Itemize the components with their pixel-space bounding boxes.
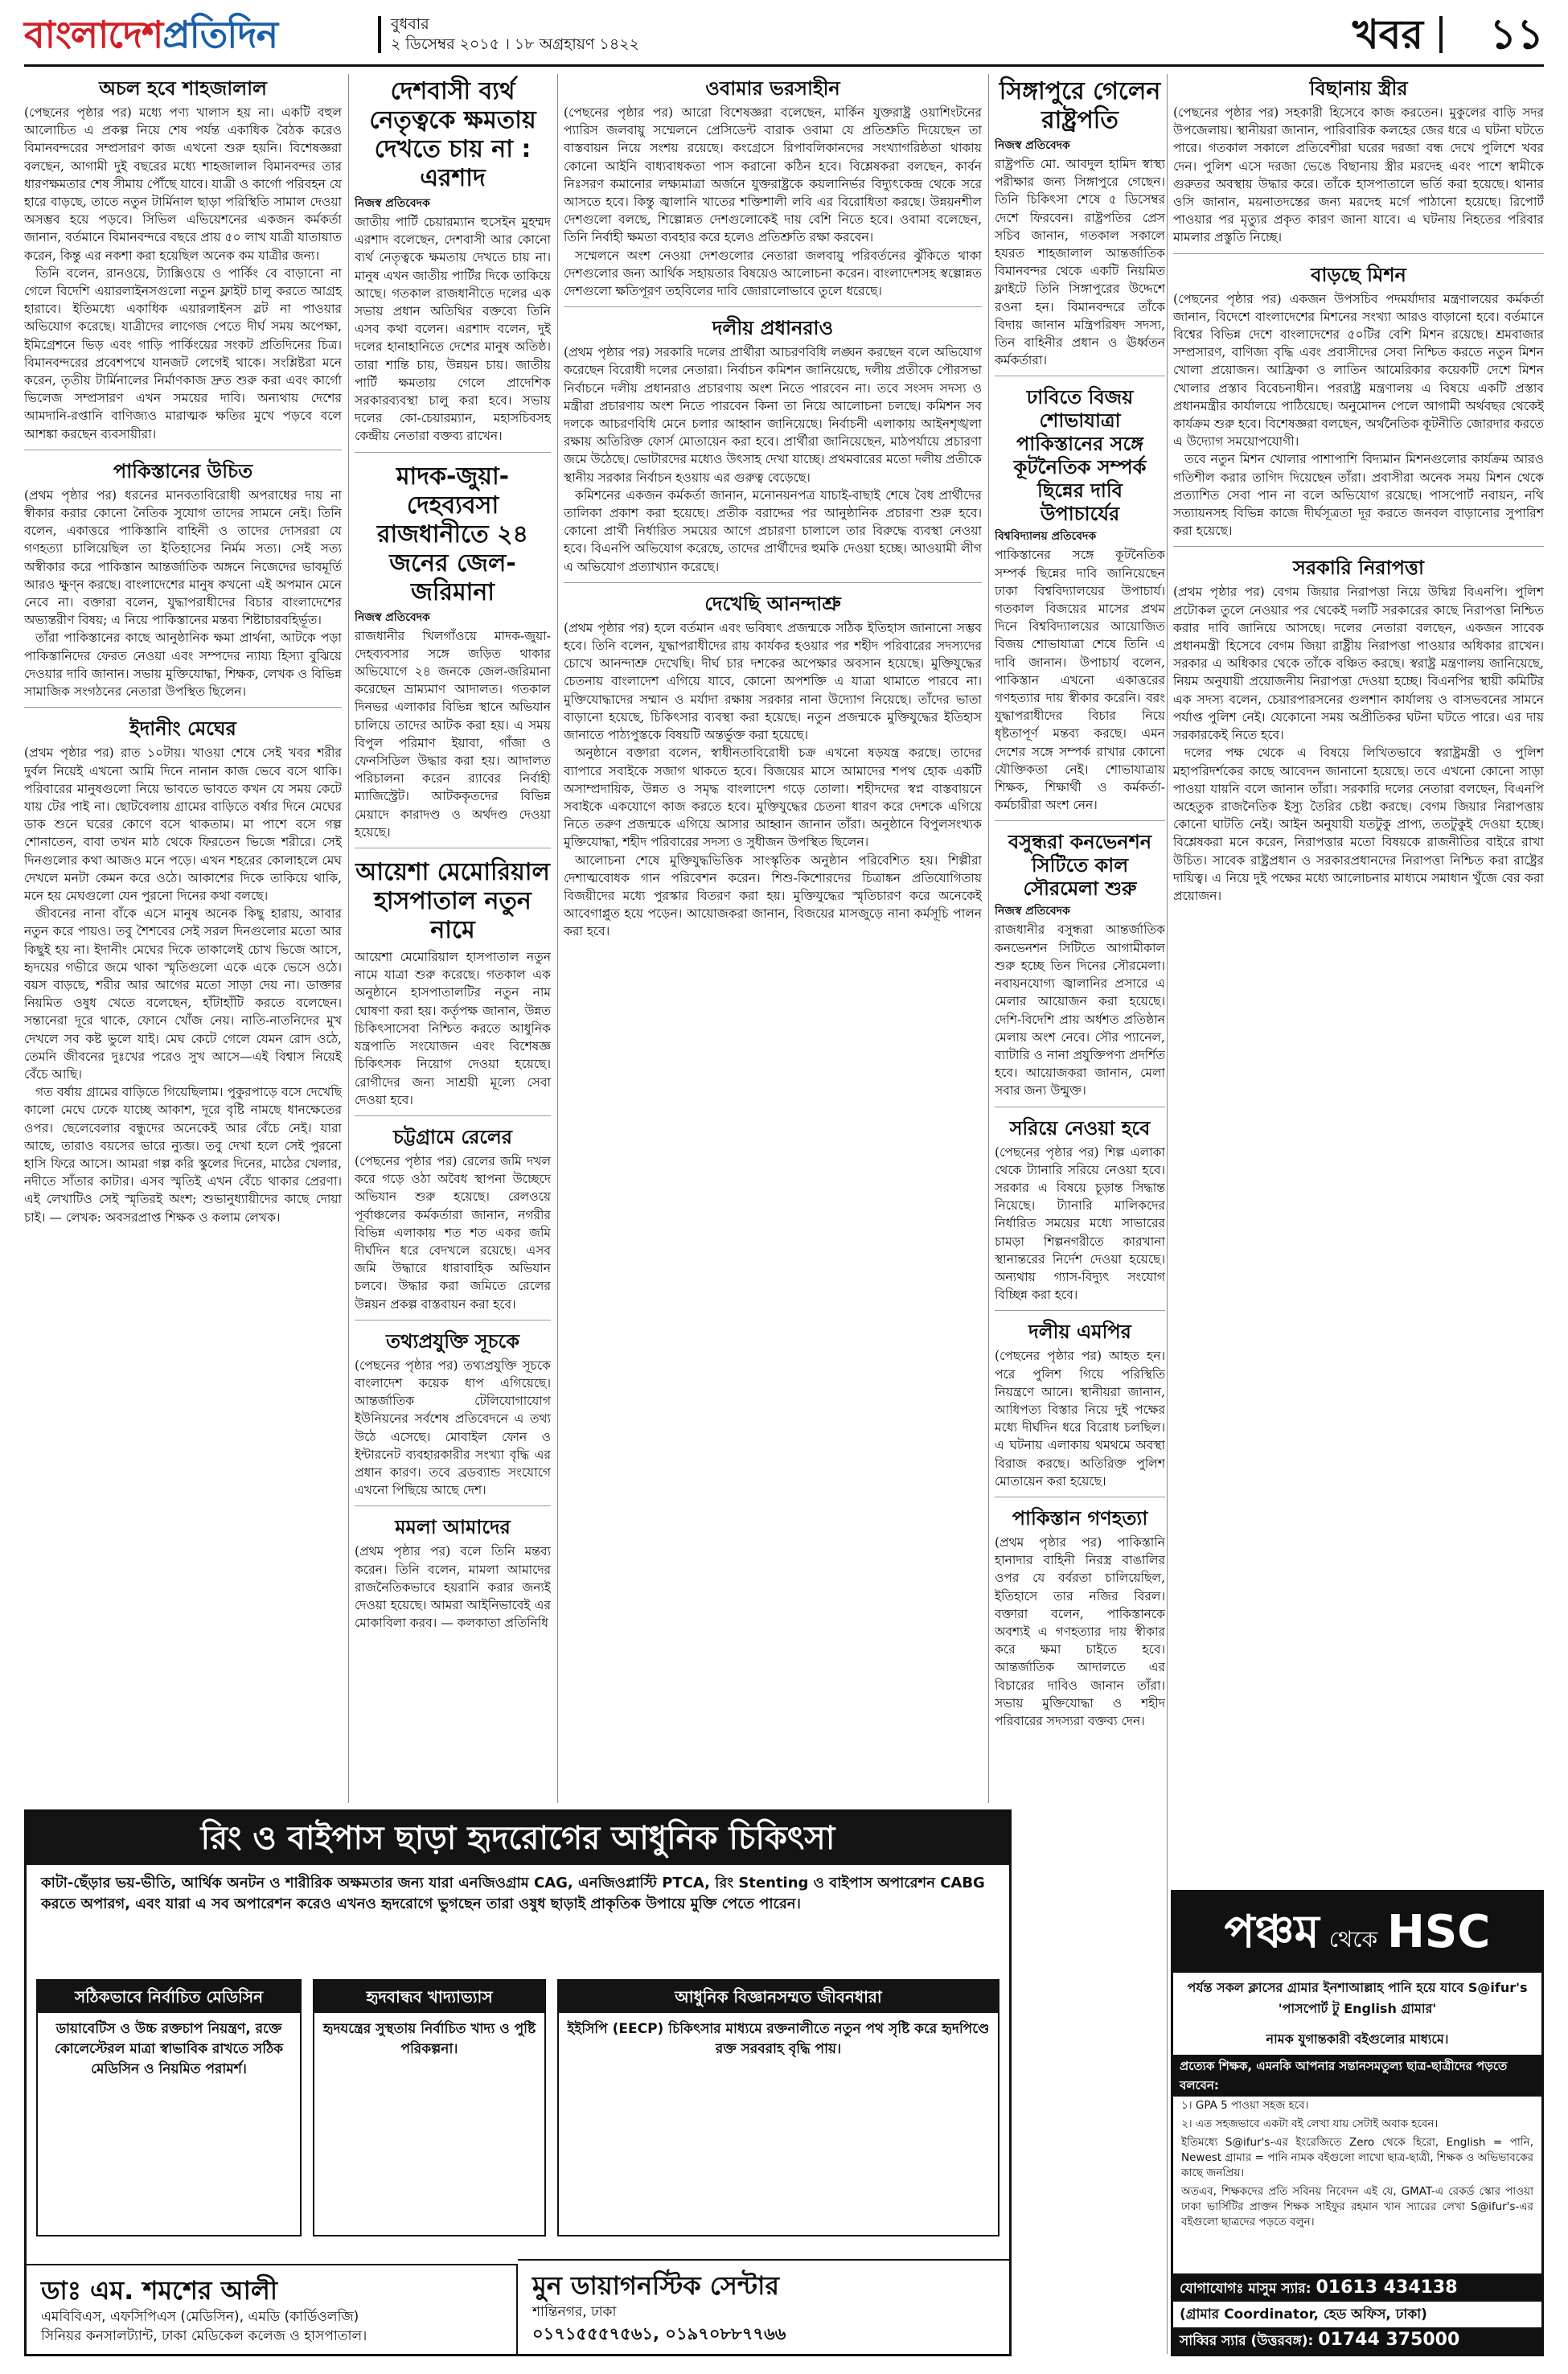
article-clouds[interactable] [24, 717, 342, 1226]
logo-text-1: বাংলাদেশ [24, 13, 163, 56]
article-text: সম্মেলনে অংশ নেওয়া দেশগুলোর নেতারা জলবায়ু পরিবর্তনের ঝুঁকিতে থাকা দেশগুলোর জন্য আর্থিক সহায়তার বিষয়েও আলোচনা করেন। বাংলাদেশসহ স্বল্পোন্নত দেশগুলো ক্ষতিপূরণ তহবিলের দাবি জোরালোভাবে তুলে ধরেছে। [564, 248, 982, 299]
ad-box-diet [313, 1979, 546, 2236]
article-relocation[interactable] [995, 1117, 1165, 1312]
ad-subtitle: নামক যুগান্তকারী বইগুলোর মাধ্যমে। [1266, 2031, 1449, 2047]
ad-banner [1173, 1892, 1541, 1973]
article-text: (প্রথম পৃষ্ঠার পর) বলে তিনি মন্তব্য করেন। তিনি বলেন, মামলা আমাদের রাজনৈতিকভাবে হয়রানি করার জন্যই দেওয়া হয়েছে। আমরা আইনিভাবেই এর মোকাবিলা করব। — কলকাতা প্রতিনিধি [355, 1544, 551, 1631]
ad-title: রিং ও বাইপাস ছাড়া হৃদরোগের আধুনিক চিকিৎসা [27, 1812, 1009, 1865]
article-missions[interactable] [1173, 264, 1544, 548]
headline: সিঙ্গাপুরে গেলেন রাষ্ট্রপতি [999, 77, 1161, 134]
article-text: (প্রথম পৃষ্ঠার পর) সরকারি দলের প্রার্থীরা আচরণবিধি লঙ্ঘন করছেন বলে অভিযোগ করেছেন বিরোধী দলের নেতারা। নির্বাচন কমিশন জানিয়েছে, দলীয় প্রতীকে পৌরসভা নির্বাচনে দলীয় প্রধানরাও প্রচারণায় অংশ নিতে পারবেন না। তবে সংসদ সদস্য ও মন্ত্রীরা প্রচারণায় অংশ নিতে পারবেন কিনা তা নিয়ে আলোচনা চলছে। কমিশন সব দলকে আচরণবিধি মেনে চলার আহ্বান জানিয়েছে। নির্বাচনী এলাকায় আইনশৃঙ্খলা রক্ষায় অতিরিক্ত ফোর্স মোতায়েন করা হবে। প্রার্থীরা জানিয়েছেন, মাঠপর্যায়ে প্রচারণা জমে উঠেছে। ভোটারদের মধ্যেও উৎসাহ দেখা যাচ্ছে। প্রথমবারের মতো দলীয় প্রতীকে স্থানীয় সরকার নির্বাচন হওয়ায় এর গুরুত্ব বেড়েছে। [564, 345, 982, 485]
article-text: (প্রথম পৃষ্ঠার পর) হলে বর্তমান এবং ভবিষ্যৎ প্রজন্মকে সঠিক ইতিহাস জানানো সম্ভব হবে। তিনি বলেন, যুদ্ধাপরাধীদের রায় কার্যকর হওয়ার পর শহীদ পরিবারের সদস্যদের চোখে আনন্দাশ্রু দেখেছি। দীর্ঘ চার দশকের অপেক্ষার অবসান হয়েছে। মুক্তিযুদ্ধের চেতনায় বাংলাদেশ এগিয়ে যাবে, কোনো অপশক্তি এ যাত্রা থামাতে পারবে না। মুক্তিযোদ্ধাদের সম্মান ও মর্যাদা রক্ষায় সরকার নানা উদ্যোগ নিয়েছে। তাঁদের ভাতা বাড়ানো হয়েছে, চিকিৎসার ব্যবস্থা করা হয়েছে। নতুন প্রজন্মকে মুক্তিযুদ্ধের ইতিহাস জানাতে পাঠ্যপুস্তকে বিষয়টি অন্তর্ভুক্ত করা হয়েছে। [564, 620, 982, 743]
article-text: কমিশনের একজন কর্মকর্তা জানান, মনোনয়নপত্র যাচাই-বাছাই শেষে বৈধ প্রার্থীদের তালিকা প্রকাশ করা হয়েছে। প্রতীক বরাদ্দের পর আনুষ্ঠানিক প্রচারণা শুরু হবে। কোনো প্রার্থী নির্ধারিত সময়ের আগে প্রচারণা চালালে তার বিরুদ্ধে ব্যবস্থা নেওয়া হবে। বিএনপি অভিযোগ করেছে, তাদের প্রার্থীদের হুমকি দেওয়া হচ্ছে। আওয়ামী লীগ এ অভিযোগ প্রত্যাখ্যান করেছে। [564, 487, 982, 574]
banner-word-2: থেকে [1328, 1926, 1378, 1953]
headline: পাকিস্তান গণহত্যা [1012, 1506, 1148, 1530]
page-number: ১১ [1489, 10, 1544, 59]
ad-point: ২। এত সহজভাবে একটা বই লেখা যায় সেটাই অবাক হবেন। [1181, 2117, 1439, 2130]
ad-doctor-info [27, 2264, 518, 2354]
article-ctg-rail[interactable] [355, 1126, 551, 1320]
article-divider [1173, 546, 1544, 547]
contact-phone: 01744 375000 [1318, 2330, 1460, 2350]
column-4 [995, 74, 1165, 2354]
contact-name: মাসুম স্যার: [1248, 2281, 1311, 2297]
article-mobile-court[interactable] [355, 462, 551, 848]
article-divider [564, 582, 982, 583]
ad-box-title: হৃদবান্ধব খাদ্যাভ্যাস [314, 1981, 544, 2013]
headline: ঢাবিতে বিজয় শোভাযাত্রা পাকিস্তানের সঙ্গে কূটনৈতিক সম্পর্ক ছিন্নের দাবি উপাচার্যের [1013, 386, 1147, 526]
ad-point: ইতিমধ্যে S@ifur's-এর ইংরেজিতে Zero থেকে হিরো, English = পানি, Newest গ্রামার = পানি নামক বইগুলো লাখো ছাত্র-ছাত্রী, শিক্ষক ও অভিভাবকের কাছে জনপ্রিয়। [1181, 2136, 1533, 2179]
article-text: (পেছনের পৃষ্ঠার পর) মধ্যে পণ্য খালাস হয় না। একটি বহুল আলোচিত এ প্রকল্প নিয়ে শেষ পর্যন্ত একাধিক বৈঠক করেও বিমানবন্দরের সম্প্রসারণ কাজ এখনো শুরু হয়নি। বিশেষজ্ঞরা বলছেন, আগামী দুই বছরের মধ্যে শাহজালাল বিমানবন্দর তার ধারণক্ষমতার শেষ সীমায় পৌঁছে যাবে। যাত্রী ও কার্গো পরিবহন যে হারে বাড়ছে, তাতে নতুন টার্মিনাল ছাড়া পরিস্থিতি সামাল দেওয়া অসম্ভব হয়ে পড়বে। সিভিল এভিয়েশনের একজন কর্মকর্তা জানান, বর্তমানে বিমানবন্দরে বছরে প্রায় ৫০ লাখ যাত্রী যাতায়াত করেন, কিন্তু এর নকশা করা হয়েছিল অনেক কম যাত্রীর জন্য। [24, 105, 342, 263]
headline: সরকারি নিরাপত্তা [1293, 557, 1424, 580]
article-pakistan-genocide[interactable] [995, 1507, 1165, 1730]
dateline [391, 14, 639, 55]
center-phones[interactable]: ০১৭১৫৫৫৭৫৬১, ০১৯৭০৮৮৭৭৬৬ [532, 2324, 786, 2343]
banner-word-1: পঞ্চম [1224, 1906, 1320, 1958]
ad-contact [1173, 2273, 1541, 2354]
ad-lead: পর্যন্ত সকল ক্লাসের গ্রামার ইনশাআল্লাহ পানি হয়ে যাবে S@ifur's 'পাসপোর্ট টু English গ্রামার' [1187, 1980, 1528, 2016]
article-text: আয়েশা মেমোরিয়াল হাসপাতাল নতুন নামে যাত্রা শুরু করেছে। গতকাল এক অনুষ্ঠানে হাসপাতালটির নতুন নাম ঘোষণা করা হয়। কর্তৃপক্ষ জানান, উন্নত চিকিৎসাসেবা নিশ্চিত করতে আধুনিক যন্ত্রপাতি সংযোজন এবং বিশেষজ্ঞ চিকিৎসক নিয়োগ দেওয়া হয়েছে। রোগীদের জন্য সাশ্রয়ী মূল্যে সেবা দেওয়া হবে। [355, 950, 551, 1107]
advertisement-heart-treatment[interactable] [24, 1809, 1012, 2356]
article-divider [995, 820, 1165, 821]
headline: দলীয় এমপির [1028, 1320, 1131, 1344]
article-text: রাষ্ট্রপতি মো. আবদুল হামিদ স্বাস্থ্য পরীক্ষার জন্য সিঙ্গাপুরে গেছেন। তিনি চিকিৎসা শেষে ৫ ডিসেম্বর দেশে ফিরবেন। রাষ্ট্রপতির প্রেস সচিব জানান, গতকাল সকালে হযরত শাহজালাল আন্তর্জাতিক বিমানবন্দর থেকে একটি নিয়মিত ফ্লাইটে তিনি সিঙ্গাপুরের উদ্দেশে রওনা হন। বিমানবন্দরে তাঁকে বিদায় জানান মন্ত্রিপরিষদ সদস্য, তিন বাহিনীর প্রধান ও ঊর্ধ্বতন কর্মকর্তারা। [995, 157, 1165, 368]
logo-text-2: প্রতিদিন [162, 13, 278, 56]
section-title: খবর [1352, 11, 1423, 58]
byline: নিজস্ব প্রতিবেদক [995, 139, 1070, 152]
article-text: রাজধানীর খিলগাঁওয়ে মাদক-জুয়া-দেহব্যবসার সঙ্গে জড়িত থাকার অভিযোগে ২৪ জনকে জেল-জরিমানা করেছেন ভ্রাম্যমাণ আদালত। গতকাল দিনভর এলাকার বিভিন্ন স্থানে অভিযান চালিয়ে তাদের আটক করা হয়। এ সময় বিপুল পরিমাণ ইয়াবা, গাঁজা ও ফেনসিডিল উদ্ধার করা হয়। আদালত পরিচালনা করেন র‌্যাবের নির্বাহী ম্যাজিস্ট্রেট। আটককৃতদের বিভিন্ন মেয়াদে কারাদণ্ড ও অর্থদণ্ড দেওয়া হয়েছে। [355, 628, 551, 840]
banner-word-3: HSC [1387, 1906, 1491, 1958]
article-text: অনুষ্ঠানে বক্তারা বলেন, স্বাধীনতাবিরোধী চক্র এখনো ষড়যন্ত্র করছে। তাদের ব্যাপারে সবাইকে সজাগ থাকতে হবে। বিজয়ের মাসে আমাদের শপথ হোক একটি অসাম্প্রদায়িক, উন্নত ও সমৃদ্ধ বাংলাদেশ গড়ে তোলা। শহীদদের স্বপ্ন বাস্তবায়নে সবাইকে একযোগে কাজ করতে হবে। মুক্তিযুদ্ধের চেতনা ধারণ করে দেশকে এগিয়ে নিতে তরুণ প্রজন্মকে এগিয়ে আসার আহ্বান জানান তাঁরা। অনুষ্ঠানে বিপুলসংখ্যক মুক্তিযোদ্ধা, শহীদ পরিবারের সদস্য ও সুধীজন উপস্থিত ছিলেন। [564, 745, 982, 850]
column-1 [24, 74, 342, 1803]
ad-point: অতএব, শিক্ষকদের প্রতি সবিনয় নিবেদন এই যে, GMAT-এ রেকর্ড স্কোর পাওয়া ঢাকা ভার্সিটির প্রাক্তন শিক্ষক সাইফুর রহমান খান স্যারের লেখা S@ifur's-এর বইগুলো ছাত্রদের পড়তে বলুন। [1181, 2185, 1533, 2228]
headline: দেখেছি আনন্দাশ্রু [704, 592, 841, 615]
contact-note: (গ্রামার Coordinator, হেড অফিস, ঢাকা) [1180, 2306, 1427, 2323]
contact-phone: 01613 434138 [1316, 2277, 1458, 2298]
article-du-rally[interactable] [995, 386, 1165, 821]
article-ayesha-hospital[interactable] [355, 858, 551, 1116]
article-text: (পেছনের পৃষ্ঠার পর) শিল্প এলাকা থেকে ট্যানারি সরিয়ে নেওয়া হবে। সরকার এ বিষয়ে চূড়ান্ত সিদ্ধান্ত নিয়েছে। ট্যানারি মালিকদের নির্ধারিত সময়ের মধ্যে সাভারের চামড়া শিল্পনগরীতে কারখানা স্থানান্তরের নির্দেশ দেওয়া হয়েছে। অন্যথায় গ্যাস-বিদ্যুৎ সংযোগ বিচ্ছিন্ন করা হবে। [995, 1144, 1165, 1303]
masthead [24, 11, 1544, 60]
headline: পাকিস্তানের উচিত [113, 459, 253, 483]
column-rule [557, 74, 558, 1803]
newspaper-logo[interactable] [24, 11, 277, 58]
center-name: মুন ডায়াগনস্টিক সেন্টার [532, 2270, 779, 2301]
article-text: তবে নতুন মিশন খোলার পাশাপাশি বিদ্যমান মিশনগুলোর কার্যক্রম আরও গতিশীল করার তাগিদ দিয়েছেন তাঁরা। প্রবাসীরা অনেক সময় মিশন থেকে প্রত্যাশিত সেবা পান না বলে অভিযোগ রয়েছে। পাসপোর্ট নবায়ন, নথি সত্যায়নসহ বিভিন্ন কাজে দীর্ঘসূত্রতা দূর করতে জনবল বাড়ানোর সুপারিশ করা হয়েছে। [1173, 452, 1544, 539]
article-divider [564, 306, 982, 307]
byline: নিজস্ব প্রতিবেদক [995, 905, 1070, 918]
article-divider [355, 1115, 551, 1116]
ad-box-title: আধুনিক বিজ্ঞানসম্মত জীবনধারা [559, 1981, 998, 2013]
headline: আয়েশা মেমোরিয়াল হাসপাতাল নতুন নামে [355, 858, 550, 945]
contact-label: যোগাযোগঃ [1180, 2281, 1244, 2297]
article-wife-bed[interactable] [1173, 77, 1544, 254]
ad-center-info [518, 2259, 1009, 2354]
headline: তথ্যপ্রযুক্তি সূচকে [385, 1329, 520, 1353]
article-text: তিনি বলেন, রানওয়ে, ট্যাক্সিওয়ে ও পার্কিং বে বাড়ানো না গেলে বিদেশি এয়ারলাইনসগুলো নতুন ফ্লাইট চালু করতে আগ্রহ হারাবে। ইতিমধ্যে একাধিক এয়ারলাইনস স্লট না পাওয়ার অভিযোগ করেছে। যাত্রীদের লাগেজ পেতে দীর্ঘ সময় অপেক্ষা, ইমিগ্রেশনে ভিড় এবং গাড়ি পার্কিংয়ের সংকট প্রতিদিনের চিত্র। বিমানবন্দরের প্রবেশপথে যানজট লেগেই থাকে। সংশ্লিষ্টরা মনে করেন, তৃতীয় টার্মিনালের নির্মাণকাজ দ্রুত শুরু করা এবং কার্গো ভিলেজ সম্প্রসারণ এখন সময়ের দাবি। অন্যথায় দেশের আমদানি-রপ্তানি বাণিজ্যও মারাত্মক ক্ষতির মুখে পড়বে বলে আশঙ্কা করছেন ব্যবসায়ীরা। [24, 265, 342, 442]
article-text: (পেছনের পৃষ্ঠার পর) আরো বিশেষজ্ঞরা বলেছেন, মার্কিন যুক্তরাষ্ট্র ওয়াশিংটনের প্যারিস জলবায়ু সম্মেলনে প্রেসিডেন্ট বারাক ওবামা যে প্রতিশ্রুতি দিয়েছেন তা বাস্তবায়ন নিয়ে সংশয় রয়েছে। কংগ্রেসে রিপাবলিকানদের সংখ্যাগরিষ্ঠতা থাকায় কোনো আইনি বাধ্যবাধকতা পাস করানো কঠিন হবে। বিশ্লেষকরা বলছেন, কার্বন নিঃসরণ কমানোর লক্ষ্যমাত্রা অর্জনে যুক্তরাষ্ট্রকে কয়লানির্ভর বিদ্যুৎকেন্দ্র থেকে সরে আসতে হবে। কিন্তু জ্বালানি খাতের শক্তিশালী লবি এর বিরোধিতা করছে। উন্নয়নশীল দেশগুলো বলছে, শিল্পোন্নত দেশগুলোকেই দায় বেশি নিতে হবে। ওবামা বলেছেন, তিনি নির্বাহী ক্ষমতা ব্যবহার করে হলেও প্রতিশ্রুতি রক্ষা করবেন। [564, 105, 982, 245]
headline: চট্টগ্রামে রেলের [392, 1125, 513, 1148]
byline: নিজস্ব প্রতিবেদক [355, 197, 430, 210]
byline: নিজস্ব প্রতিবেদক [355, 610, 430, 624]
article-security[interactable] [1173, 557, 1544, 905]
headline: মাদক-জুয়া-দেহব্যবসা রাজধানীতে ২৪ জনের জেল-জরিমানা [376, 462, 529, 606]
center-address: শান্তিনগর, ঢাকা [532, 2304, 617, 2320]
masthead-divider [378, 16, 381, 53]
column-rule [348, 74, 349, 1803]
ad-intro: কাটা-ছেঁড়ার ভয়-ভীতি, আর্থিক অনটন ও শারীরিক অক্ষমতার জন্য যারা এনজিওগ্রাম CAG, এনজিওপ্লাস্টি PTCA, রিং Stenting ও বাইপাস অপারেশন CABG করতে অপারগ, এবং যারা এ সব অপারেশন করেও এখনও হৃদরোগে ভুগছেন তারা ওষুধ ছাড়াই প্রাকৃতিক উপায়ে মুক্তি পেতে পারেন। [41, 1875, 985, 1912]
article-text: আলোচনা শেষে মুক্তিযুদ্ধভিত্তিক সাংস্কৃতিক অনুষ্ঠান পরিবেশিত হয়। শিল্পীরা দেশাত্মবোধক গান পরিবেশন করেন। শিশু-কিশোরদের চিত্রাঙ্কন প্রতিযোগিতায় বিজয়ীদের মধ্যে পুরস্কার বিতরণ করা হয়। মুক্তিযুদ্ধের স্মৃতিচারণ করে অনেকেই আবেগাপ্লুত হয়ে পড়েন। আয়োজকরা জানান, বিজয়ের মাসজুড়ে নানা কর্মসূচি পালন করা হবে। [564, 852, 982, 939]
ad-box-text: ডায়াবেটিস ও উচ্চ রক্তচাপ নিয়ন্ত্রণ, রক্তে কোলেস্টেরল মাত্রা স্বাভাবিক রাখতে সঠিক মেডিসিন ও নিয়মিত পরামর্শ। [54, 2021, 284, 2077]
article-text: তাঁরা পাকিস্তানের কাছে আনুষ্ঠানিক ক্ষমা প্রার্থনা, আটকে পড়া পাকিস্তানিদের ফেরত নেওয়া এবং সম্পদের ন্যায্য হিস্যা বুঝিয়ে দেওয়ার দাবি জানান। সভায় মুক্তিযোদ্ধা, শিক্ষক, লেখক ও বিভিন্ন সামাজিক সংগঠনের নেতারা উপস্থিত ছিলেন। [24, 630, 342, 700]
column-3 [564, 74, 982, 1803]
date-text: ২ ডিসেম্বর ২০১৫ । ১৮ অগ্রহায়ণ ১৪২২ [391, 35, 639, 53]
advertisement-hsc-grammar[interactable] [1171, 1890, 1544, 2356]
weekday: বুধবার [391, 15, 429, 33]
ad-tagline: প্রত্যেক শিক্ষক, এমনকি আপনার সন্তানসমতুল্য ছাত্র-ছাত্রীদের পড়তে বলবেন: [1173, 2055, 1541, 2097]
headline: ওবামার ভরসাহীন [705, 77, 840, 100]
article-text: জীবনের নানা বাঁকে এসে মানুষ অনেক কিছু হারায়, আবার নতুন করে পায়ও। তবু শৈশবের সেই সরল দিনগুলোর মতো আর কিছুই হয় না। ইদানীং মেঘের দিকে তাকালেই চোখ ভিজে আসে, হৃদয়ের গভীরে জমে থাকা স্মৃতিগুলো একে একে ভেসে ওঠে। বয়স বাড়ছে, শরীর আর আগের মতো সাড়া দেয় না। ডাক্তার নিয়মিত ওষুধ খেতে বলেছেন, হাঁটাহাঁটি করতে বলেছেন। সন্তানেরা দূরে থাকে, ফোনে খোঁজ নেয়। নাতি-নাতনিদের মুখ দেখলে সব কষ্ট ভুলে যাই। মেঘ কেটে গেলে যেমন রোদ ওঠে, তেমনি জীবনের দুঃখের পরেও সুখ আসে—এই বিশ্বাস নিয়েই বেঁচে আছি। [24, 906, 342, 1082]
headline: ইদানীং মেঘের [129, 717, 236, 741]
article-text: জাতীয় পার্টি চেয়ারম্যান হুসেইন মুহম্মদ এরশাদ বলেছেন, দেশবাসী আর কোনো ব্যর্থ নেতৃত্বকে ক্ষমতায় দেখতে চায় না। মানুষ এখন জাতীয় পার্টির দিকে তাকিয়ে আছে। গতকাল রাজধানীতে দলের এক সভায় প্রধান অতিথির বক্তব্যে তিনি এসব কথা বলেন। এরশাদ বলেন, দুই দলের হানাহানিতে দেশের মানুষ অতিষ্ঠ। তারা শান্তি চায়, উন্নয়ন চায়। জাতীয় পার্টি ক্ষমতায় গেলে প্রাদেশিক সরকারব্যবস্থা চালু করা হবে। সভায় দলের কো-চেয়ারম্যান, মহাসচিবসহ কেন্দ্রীয় নেতারা বক্তব্য রাখেন। [355, 215, 551, 444]
doctor-role: সিনিয়র কনসালট্যান্ট, ঢাকা মেডিকেল কলেজ ও হাসপাতাল। [41, 2328, 367, 2344]
ad-feature-boxes [36, 1979, 999, 2236]
header-rule [24, 64, 1544, 67]
headline: বসুন্ধরা কনভেনশন সিটিতে কাল সৌরমেলা শুরু [1008, 831, 1152, 901]
article-text: (পেছনের পৃষ্ঠার পর) রেলের জমি দখল করে গড়ে ওঠা অবৈধ স্থাপনা উচ্ছেদে অভিযান শুরু হয়েছে। রেলওয়ে পূর্বাঞ্চলের কর্মকর্তারা জানান, নগরীর বিভিন্ন এলাকায় শত শত একর জমি দীর্ঘদিন ধরে বেদখলে রয়েছে। এসব জমি উদ্ধারে ধারাবাহিক অভিযান চলবে। উদ্ধার করা জমিতে রেলের উন্নয়ন প্রকল্প বাস্তবায়ন করা হবে। [355, 1153, 551, 1312]
ad-box-lifestyle [557, 1979, 999, 2236]
ad-point: ১। GPA 5 পাওয়া সহজ হবে। [1181, 2099, 1309, 2112]
headline: বাড়ছে মিশন [1311, 263, 1406, 286]
headline: সরিয়ে নেওয়া হবে [1009, 1116, 1151, 1140]
article-president-singapore[interactable] [995, 77, 1165, 376]
doctor-degree: এমবিবিএস, এফসিপিএস (মেডিসিন), এমডি (কার্ডিওলজি) [41, 2309, 359, 2325]
column-2 [355, 74, 551, 1803]
article-divider [355, 452, 551, 453]
ad-box-text: হৃদযন্ত্রের সুস্থতায় নির্বাচিত খাদ্য ও পুষ্টি পরিকল্পনা। [322, 2021, 536, 2057]
article-text: (প্রথম পৃষ্ঠার পর) রাত ১০টায়। খাওয়া শেষে সেই খবর শরীর দুর্বল নিয়েই এখনো আমি দিনে নানান কাজ ভেবে বসে থাকি। পরিবারের মানুষগুলো নিয়ে ভাবতে ভাবতে কখন যে সময় কেটে যায় টের পাই না। ছোটবেলায় গ্রামের বাড়িতে বর্ষার দিনে মেঘের ডাক শুনে ঘরের কোণে বসে থাকতাম। মা পাশে বসে গল্প শোনাতেন, বাবা তখন মাঠ থেকে ফিরতেন ভিজে শরীরে। সেই দিনগুলোর কথা আজও মনে পড়ে। এখন শহরের কোলাহলে মেঘ দেখলে মনটা কেমন করে ওঠে। আকাশের দিকে তাকিয়ে থাকি, মনে হয় মেঘগুলো যেন পুরনো দিনের কথা বলছে। [24, 745, 342, 903]
article-text: (পেছনের পৃষ্ঠার পর) আহত হন। পরে পুলিশ গিয়ে পরিস্থিতি নিয়ন্ত্রণে আনে। স্থানীয়রা জানান, আধিপত্য বিস্তার নিয়ে দুই পক্ষের মধ্যে দীর্ঘদিন ধরে বিরোধ চলছিল। এ ঘটনায় এলাকায় থমথমে অবস্থা বিরাজ করছে। অতিরিক্ত পুলিশ মোতায়েন করা হয়েছে। [995, 1349, 1165, 1489]
column-5 [1173, 74, 1544, 1883]
article-text: (পেছনের পৃষ্ঠার পর) তথ্যপ্রযুক্তি সূচকে বাংলাদেশ কয়েক ধাপ এগিয়েছে। আন্তর্জাতিক টেলিযোগাযোগ ইউনিয়নের সর্বশেষ প্রতিবেদনে এ তথ্য উঠে এসেছে। মোবাইল ফোন ও ইন্টারনেট ব্যবহারকারীর সংখ্যা বৃদ্ধি এর প্রধান কারণ। তবে ব্রডব্যান্ড সংযোগে এখনো পিছিয়ে আছে দেশ। [355, 1357, 551, 1498]
article-text: (পেছনের পৃষ্ঠার পর) সহকারী হিসেবে কাজ করতেন। মুকুলের বাড়ি সদর উপজেলায়। স্থানীয়রা জানান, পারিবারিক কলহের জের ধরে এ ঘটনা ঘটতে পারে। গতকাল সকালে প্রতিবেশীরা ঘরের দরজা বন্ধ দেখে পুলিশে খবর দেন। পুলিশ এসে দরজা ভেঙে বিছানায় স্ত্রীর মরদেহ এবং পাশে স্বামীকে গুরুতর অবস্থায় উদ্ধার করে। তাঁকে হাসপাতালে ভর্তি করা হয়েছে। থানার ওসি জানান, ময়নাতদন্তের জন্য মরদেহ মর্গে পাঠানো হয়েছে। রিপোর্ট পাওয়ার পর মৃত্যুর প্রকৃত কারণ জানা যাবে। এ ঘটনায় নিহতের পরিবার মামলার প্রস্তুতি নিচ্ছে। [1173, 105, 1544, 245]
article-divider [995, 1310, 1165, 1311]
article-ict-index[interactable] [355, 1330, 551, 1507]
column-rule [988, 74, 989, 1803]
contact-row-1[interactable] [1173, 2275, 1541, 2302]
contact-row-2[interactable] [1173, 2327, 1541, 2354]
article-shahjalal[interactable] [24, 77, 342, 450]
article-case[interactable] [355, 1516, 551, 1632]
article-pakistan-should[interactable] [24, 460, 342, 708]
article-text: (প্রথম পৃষ্ঠার পর) ধরনের মানবতাবিরোধী অপরাধের দায় না স্বীকার করার কোনো নৈতিক সুযোগ তাদের সামনে নেই। তিনি বলেন, একাত্তরে পাকিস্তানি বাহিনী ও তাদের দোসররা যে গণহত্যা চালিয়েছিল তা ইতিহাসের নির্মম সত্য। সেই সত্য অস্বীকার করে পাকিস্তান আন্তর্জাতিক অঙ্গনে নিজেদের ভাবমূর্তি আরও ক্ষুণ্ন করছে। বাংলাদেশের মানুষ কখনো এই অপমান মেনে নেবে না। বক্তারা বলেন, যুদ্ধাপরাধীদের বিচার বাংলাদেশের অভ্যন্তরীণ বিষয়; এ নিয়ে পাকিস্তানের মন্তব্য শিষ্টাচারবহির্ভূত। [24, 487, 342, 628]
headline: দেশবাসী ব্যর্থ নেতৃত্বকে ক্ষমতায় দেখতে চায় না : এরশাদ [369, 77, 536, 192]
article-party-mp[interactable] [995, 1320, 1165, 1497]
article-divider [355, 1505, 551, 1506]
headline: বিছানায় স্ত্রীর [1309, 77, 1408, 100]
article-divider [24, 707, 342, 708]
article-solar-fair[interactable] [995, 831, 1165, 1107]
ad-box-title: সঠিকভাবে নির্বাচিত মেডিসিন [38, 1981, 300, 2013]
headline: দলীয় প্রধানরাও [712, 317, 834, 340]
masthead-divider-right [1439, 16, 1443, 53]
doctor-name: ডাঃ এম. শমশের আলী [41, 2275, 278, 2306]
article-ershad[interactable] [355, 77, 551, 453]
article-divider [1173, 253, 1544, 254]
contact-name: সাব্বির স্যার (উত্তরবঙ্গ): [1180, 2333, 1314, 2349]
article-party-heads[interactable] [564, 317, 982, 583]
headline: মমলা আমাদের [395, 1516, 511, 1539]
article-text: (প্রথম পৃষ্ঠার পর) পাকিস্তানি হানাদার বাহিনী নিরস্ত্র বাঙালির ওপর যে বর্বরতা চালিয়েছিল, ইতিহাসে তার নজির বিরল। বক্তারা বলেন, পাকিস্তানকে অবশ্যই এ গণহত্যার দায় স্বীকার করে ক্ষমা চাইতে হবে। আন্তর্জাতিক আদালতে এর বিচারের দাবিও জানান তাঁরা। সভায় মুক্তিযোদ্ধা ও শহীদ পরিবারের সদস্যরা বক্তব্য দেন। [995, 1534, 1165, 1728]
headline: অচল হবে শাহজালাল [99, 77, 267, 100]
article-text: (প্রথম পৃষ্ঠার পর) বেগম জিয়ার নিরাপত্তা নিয়ে উদ্বিগ্ন বিএনপি। পুলিশ প্রটোকল তুলে নেওয়ার পর থেকেই দলটি সরকারের কাছে নিরাপত্তা নিশ্চিত করার দাবি জানিয়ে আসছে। দলের নেতারা বলছেন, একজন সাবেক প্রধানমন্ত্রী হিসেবে বেগম জিয়া রাষ্ট্রীয় নিরাপত্তা পাওয়ার অধিকার রাখেন। সরকার এ অধিকার থেকে তাঁকে বঞ্চিত করছে। স্বরাষ্ট্র মন্ত্রণালয় জানিয়েছে, নিয়ম অনুযায়ী প্রয়োজনীয় নিরাপত্তা দেওয়া হচ্ছে। বিএনপির স্থায়ী কমিটির এক সদস্য বলেন, চেয়ারপারসনের গুলশান কার্যালয় ও বাসভবনের সামনে পর্যাপ্ত পুলিশ নেই। যেকোনো সময় অপ্রীতিকর ঘটনা ঘটতে পারে। এর দায় সরকারকেই নিতে হবে। [1173, 585, 1544, 743]
ad-box-text: ইইসিপি (EECP) চিকিৎসার মাধ্যমে রক্তনালীতে নতুন পথ সৃষ্টি করে হৃদপিণ্ডে রক্ত সরবরাহ বৃদ্ধি পায়। [567, 2021, 990, 2057]
byline: বিশ্ববিদ্যালয় প্রতিবেদক [995, 530, 1097, 544]
column-rule [1167, 74, 1168, 2354]
article-text: (পেছনের পৃষ্ঠার পর) একজন উপসচিব পদমর্যাদার মন্ত্রণালয়ের কর্মকর্তা জানান, বিদেশে বাংলাদেশের মিশনের সংখ্যা আরও বাড়ানো হবে। বর্তমানে বিশ্বের বিভিন্ন দেশে বাংলাদেশের ৫০টির বেশি মিশন রয়েছে। শ্রমবাজার সম্প্রসারণ, বাণিজ্য বৃদ্ধি এবং প্রবাসীদের সেবা নিশ্চিত করতে নতুন মিশন খোলা প্রয়োজন। আফ্রিকা ও লাতিন আমেরিকার কয়েকটি দেশে মিশন খোলার প্রস্তাব বিবেচনাধীন। পররাষ্ট্র মন্ত্রণালয় এ বিষয়ে একটি প্রস্তাব প্রধানমন্ত্রীর কার্যালয়ে পাঠিয়েছে। অনুমোদন পেলে আগামী অর্থবছর থেকেই কার্যক্রম শুরু হবে। বিশেষজ্ঞরা বলছেন, অর্থনৈতিক কূটনীতি জোরদার করতে এ উদ্যোগ সময়োপযোগী। [1173, 291, 1544, 450]
article-tears-of-joy[interactable] [564, 593, 982, 941]
article-text: রাজধানীর বসুন্ধরা আন্তর্জাতিক কনভেনশন সিটিতে আগামীকাল শুরু হচ্ছে তিন দিনের সৌরমেলা। নবায়নযোগ্য জ্বালানির প্রসারে এ মেলার আয়োজন করা হয়েছে। দেশি-বিদেশি প্রায় অর্ধশত প্রতিষ্ঠান মেলায় অংশ নেবে। সৌর প্যানেল, ব্যাটারি ও নানা প্রযুক্তিপণ্য প্রদর্শিত হবে। আয়োজকরা জানান, মেলা সবার জন্য উন্মুক্ত। [995, 922, 1165, 1099]
ad-box-medicine [36, 1979, 302, 2236]
article-obama[interactable] [564, 77, 982, 307]
article-text: গত বর্ষায় গ্রামের বাড়িতে গিয়েছিলাম। পুকুরপাড়ে বসে দেখেছি কালো মেঘে ঢেকে যাচ্ছে আকাশ, দূরে বৃষ্টি নামছে ধানক্ষেতের ওপর। ছেলেবেলার বন্ধুদের অনেকেই আর বেঁচে নেই। যারা আছে, তারাও বয়সের ভারে ন্যুব্জ। তবু দেখা হলে সেই পুরনো হাসি ফিরে আসে। আমরা গল্প করি স্কুলের দিনের, মাঠের খেলার, নদীতে সাঁতার কাটার। এসব স্মৃতিই এখন বেঁচে থাকার প্রেরণা। এই লেখাটিও সেই স্মৃতিরই অংশ; শুভানুধ্যায়ীদের কাছে দোয়া চাই। — লেখক: অবসরপ্রাপ্ত শিক্ষক ও কলাম লেখক। [24, 1085, 342, 1225]
article-text: দলের পক্ষ থেকে এ বিষয়ে লিখিতভাবে স্বরাষ্ট্রমন্ত্রী ও পুলিশ মহাপরিদর্শকের কাছে আবেদন জানানো হয়েছে। তবে এখনো কোনো সাড়া পাওয়া যায়নি বলে জানান তাঁরা। সরকারি দলের নেতারা বলছেন, বিএনপি অহেতুক রাজনৈতিক ইস্যু তৈরির চেষ্টা করছে। বেগম জিয়ার নিরাপত্তায় কোনো ঘাটতি নেই। আইন অনুযায়ী যতটুকু প্রাপ্য, ততটুকুই দেওয়া হচ্ছে। বিশ্লেষকরা মনে করেন, নিরাপত্তার মতো বিষয়কে রাজনীতির বাইরে রাখা উচিত। সাবেক রাষ্ট্রপ্রধান ও সরকারপ্রধানদের নিরাপত্তা নিশ্চিত করা রাষ্ট্রের দায়িত্ব। এ নিয়ে দুই পক্ষের মধ্যে আলোচনার মাধ্যমে সমাধান খুঁজে বের করা প্রয়োজন। [1173, 745, 1544, 903]
article-text: পাকিস্তানের সঙ্গে কূটনৈতিক সম্পর্ক ছিন্নের দাবি জানিয়েছেন ঢাকা বিশ্ববিদ্যালয়ের উপাচার্য। গতকাল বিজয়ের মাসের প্রথম দিনে বিশ্ববিদ্যালয়ের আয়োজিত বিজয় শোভাযাত্রা শেষে তিনি এ দাবি জানান। উপাচার্য বলেন, পাকিস্তান এখনো একাত্তরের গণহত্যার দায় স্বীকার করেনি। বরং যুদ্ধাপরাধীদের বিচার নিয়ে ধৃষ্টতাপূর্ণ মন্তব্য করছে। এমন দেশের সঙ্গে সম্পর্ক রাখার কোনো যৌক্তিকতা নেই। শোভাযাত্রায় শিক্ষক, শিক্ষার্থী ও কর্মকর্তা-কর্মচারীরা অংশ নেন। [995, 548, 1165, 813]
